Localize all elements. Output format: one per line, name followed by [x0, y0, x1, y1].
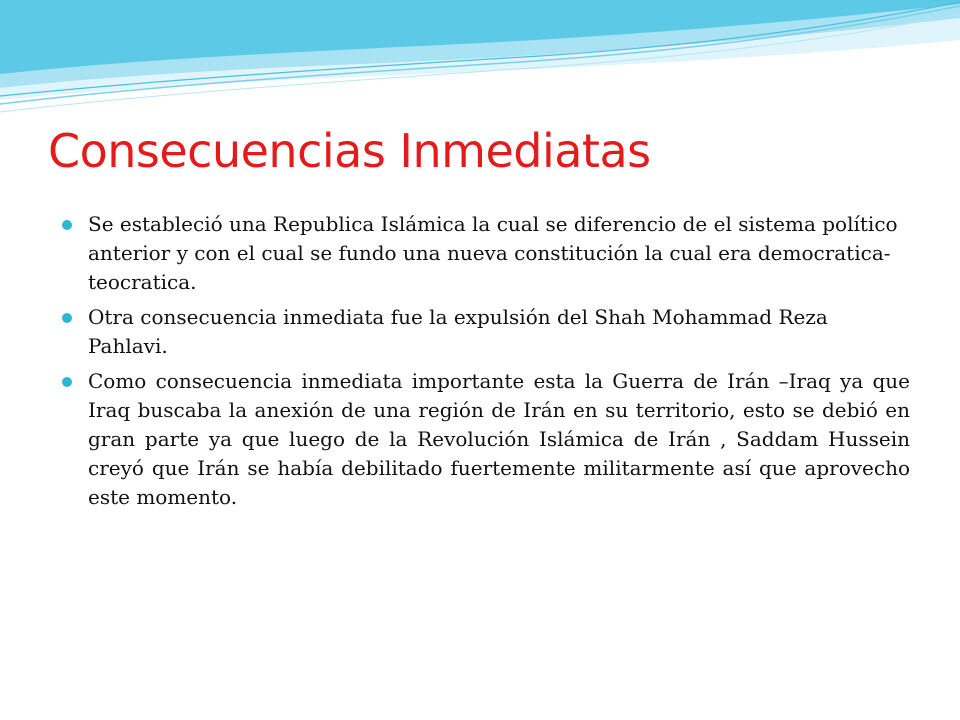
header-wave-decoration — [0, 0, 960, 130]
bullet-item — [62, 367, 910, 512]
bullet-dot-icon — [62, 377, 72, 387]
bullet-text: Como consecuencia inmediata importante esta la Guerra de Irán –Iraq ya que Iraq buscaba la anexión de una región de Irán en su territorio, esto se debió en gran parte ya que luego de la Revolución Islámica de Irán , Saddam Hussein creyó que Irán se había debilitado fuertemente militarmente así que aprovecho este momento. — [88, 369, 910, 509]
bullet-item — [62, 210, 910, 297]
slide-title: Consecuencias Inmediatas — [48, 124, 651, 178]
bullet-text: Otra consecuencia inmediata fue la expulsión del Shah Mohammad Reza Pahlavi. — [88, 305, 828, 358]
bullet-item — [62, 303, 910, 361]
bullet-list — [62, 210, 910, 518]
bullet-dot-icon — [62, 313, 72, 323]
bullet-dot-icon — [62, 220, 72, 230]
bullet-text: Se estableció una Republica Islámica la cual se diferencio de el sistema político anterior y con el cual se fundo una nueva constitución la cual era democratica-teocratica. — [88, 212, 898, 294]
